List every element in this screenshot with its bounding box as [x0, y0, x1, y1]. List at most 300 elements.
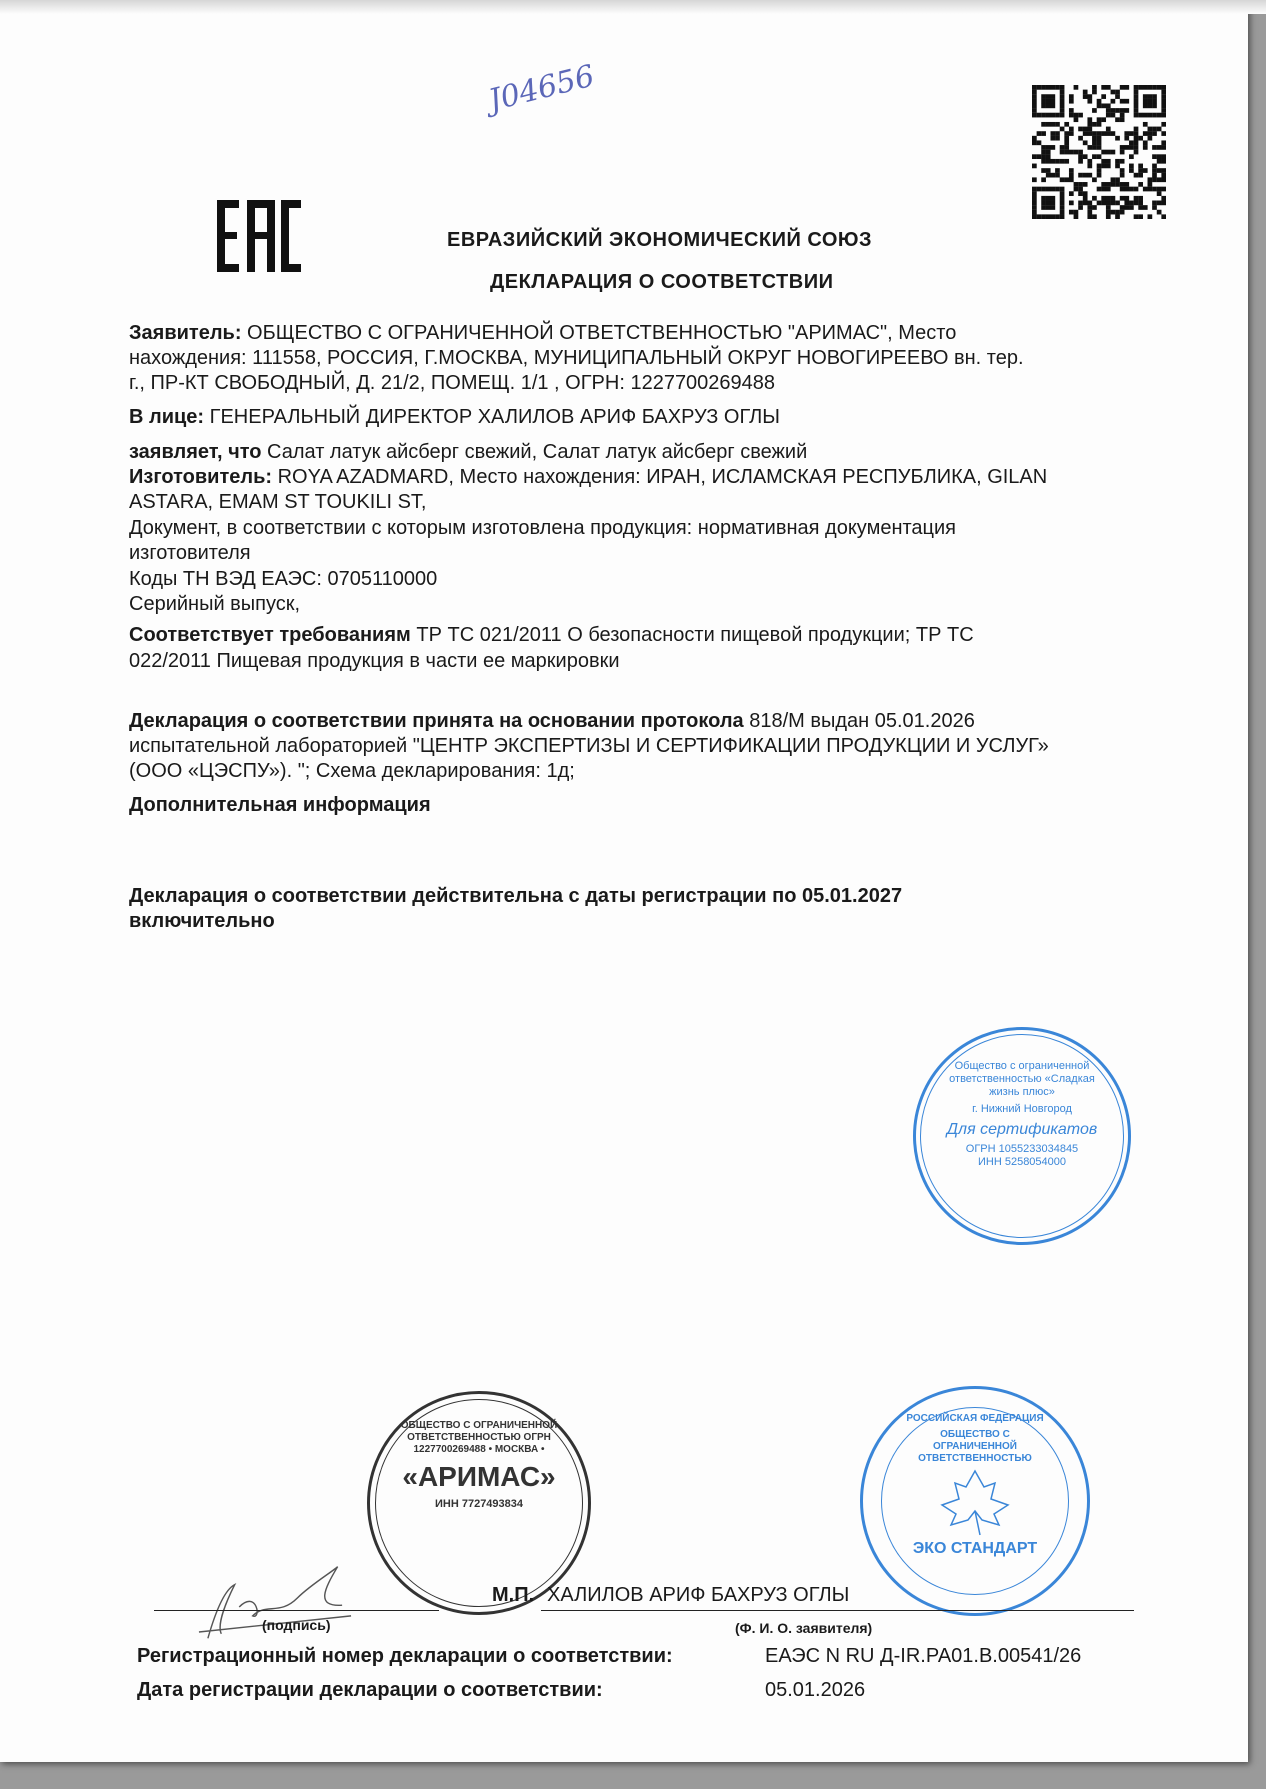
- qr-module: [1143, 187, 1148, 192]
- applicant-value: ОБЩЕСТВО С ОГРАНИЧЕННОЙ ОТВЕТСТВЕННОСТЬЮ "АРИМАС", Место: [241, 322, 957, 344]
- qr-module: [1120, 85, 1125, 90]
- product-name: Салат латук айсберг свежий, Салат латук айсберг свежий: [261, 441, 808, 463]
- qr-module: [1143, 103, 1148, 108]
- qr-module: [1101, 117, 1106, 122]
- qr-module: [1041, 214, 1046, 219]
- qr-module: [1152, 127, 1157, 132]
- qr-module: [1101, 196, 1106, 201]
- qr-module: [1064, 159, 1069, 164]
- qr-module: [1152, 201, 1157, 206]
- arimas-stamp: [367, 1391, 591, 1615]
- qr-module: [1069, 99, 1074, 104]
- qr-module: [1152, 177, 1157, 182]
- applicant-line-2: нахождения: 111558, РОССИЯ, Г.МОСКВА, МУНИЦИПАЛЬНЫЙ ОКРУГ НОВОГИРЕЕВО вн. тер.: [129, 347, 1024, 369]
- qr-module: [1157, 113, 1162, 118]
- manufacturer-line-2: ASTARA, EMAM ST TOUKILI ST,: [129, 491, 427, 513]
- qr-module: [1097, 168, 1102, 173]
- qr-module: [1120, 182, 1125, 187]
- qr-module: [1050, 205, 1055, 210]
- qr-module: [1032, 191, 1037, 196]
- qr-module: [1041, 187, 1046, 192]
- represented-value: ГЕНЕРАЛЬНЫЙ ДИРЕКТОР ХАЛИЛОВ АРИФ БАХРУЗ ОГЛЫ: [204, 406, 780, 428]
- signature-mark: [190, 1548, 360, 1648]
- qr-module: [1129, 187, 1134, 192]
- qr-module: [1134, 94, 1139, 99]
- qr-module: [1129, 140, 1134, 145]
- qr-module: [1138, 196, 1143, 201]
- qr-module: [1148, 136, 1153, 141]
- qr-module: [1161, 103, 1166, 108]
- qr-module: [1152, 131, 1157, 136]
- qr-module: [1087, 122, 1092, 127]
- requirements-line-2: 022/2011 Пищевая продукция в части ее маркировки: [129, 650, 620, 672]
- qr-module: [1046, 205, 1051, 210]
- qr-module: [1041, 113, 1046, 118]
- qr-module: [1115, 177, 1120, 182]
- handwritten-note: J04656: [485, 58, 598, 119]
- qr-module: [1046, 85, 1051, 90]
- qr-module: [1064, 136, 1069, 141]
- qr-module: [1143, 94, 1148, 99]
- qr-module: [1143, 140, 1148, 145]
- eco-outer-text: ОБЩЕСТВО С ОГРАНИЧЕННОЙ ОТВЕТСТВЕННОСТЬЮ: [918, 1429, 1032, 1464]
- name-caption: (Ф. И. О. заявителя): [735, 1620, 873, 1636]
- qr-module: [1138, 168, 1143, 173]
- qr-module: [1101, 187, 1106, 192]
- requirements-value: ТР ТС 021/2011 О безопасности пищевой продукции; ТР ТС: [410, 624, 974, 646]
- qr-module: [1152, 154, 1157, 159]
- qr-module: [1050, 131, 1055, 136]
- qr-module: [1106, 131, 1111, 136]
- qr-module: [1087, 201, 1092, 206]
- qr-module: [1032, 99, 1037, 104]
- qr-module: [1092, 177, 1097, 182]
- basis-line-2: испытательной лабораторией "ЦЕНТР ЭКСПЕРТИЗЫ И СЕРТИФИКАЦИИ ПРОДУКЦИИ И УСЛУГ»: [129, 735, 1049, 757]
- qr-module: [1060, 99, 1065, 104]
- qr-module: [1106, 159, 1111, 164]
- qr-module: [1060, 196, 1065, 201]
- qr-module: [1050, 122, 1055, 127]
- qr-module: [1069, 108, 1074, 113]
- registration-number-value: ЕАЭС N RU Д-IR.РА01.В.00541/26: [765, 1645, 1082, 1667]
- qr-module: [1106, 205, 1111, 210]
- qr-module: [1115, 159, 1120, 164]
- qr-module: [1124, 205, 1129, 210]
- qr-module: [1111, 90, 1116, 95]
- qr-module: [1074, 214, 1079, 219]
- stamp-center-text: Для сертификатов: [946, 1120, 1098, 1138]
- qr-module: [1078, 191, 1083, 196]
- qr-module: [1152, 113, 1157, 118]
- qr-module: [1134, 145, 1139, 150]
- qr-module: [1161, 154, 1166, 159]
- qr-module: [1138, 201, 1143, 206]
- qr-module: [1064, 150, 1069, 155]
- qr-module: [1092, 205, 1097, 210]
- eac-logo: [217, 200, 301, 272]
- qr-module: [1138, 164, 1143, 169]
- scan-shade: [0, 0, 1266, 14]
- qr-code[interactable]: [1032, 85, 1166, 219]
- qr-module: [1143, 168, 1148, 173]
- qr-module: [1046, 196, 1051, 201]
- qr-module: [1032, 196, 1037, 201]
- qr-module: [1134, 173, 1139, 178]
- qr-module: [1041, 94, 1046, 99]
- arimas-outer-text: ОБЩЕСТВО С ОГРАНИЧЕННОЙ ОТВЕТСТВЕННОСТЬЮ ОГРН 1227700269488 • МОСКВА •: [400, 1420, 558, 1455]
- qr-module: [1161, 187, 1166, 192]
- qr-module: [1152, 145, 1157, 150]
- qr-module: [1060, 150, 1065, 155]
- qr-module: [1092, 122, 1097, 127]
- qr-module: [1101, 164, 1106, 169]
- qr-module: [1134, 108, 1139, 113]
- qr-module: [1138, 182, 1143, 187]
- qr-module: [1041, 99, 1046, 104]
- qr-module: [1161, 173, 1166, 178]
- requirements-label: Соответствует требованиям: [129, 624, 411, 646]
- qr-module: [1115, 164, 1120, 169]
- qr-module: [1143, 131, 1148, 136]
- qr-module: [1055, 187, 1060, 192]
- qr-module: [1064, 122, 1069, 127]
- qr-module: [1046, 154, 1051, 159]
- manufacturer-line-1: [129, 466, 1047, 489]
- qr-module: [1148, 99, 1153, 104]
- qr-module: [1087, 94, 1092, 99]
- qr-module: [1055, 159, 1060, 164]
- signature-line: [154, 1610, 439, 1611]
- qr-module: [1083, 196, 1088, 201]
- qr-module: [1046, 145, 1051, 150]
- qr-module: [1129, 145, 1134, 150]
- qr-module: [1083, 182, 1088, 187]
- qr-module: [1050, 187, 1055, 192]
- qr-module: [1083, 94, 1088, 99]
- qr-module: [1134, 127, 1139, 132]
- qr-module: [1157, 154, 1162, 159]
- qr-module: [1111, 210, 1116, 215]
- qr-module: [1032, 164, 1037, 169]
- qr-module: [1060, 90, 1065, 95]
- registration-number-label: Регистрационный номер декларации о соответствии:: [137, 1645, 673, 1667]
- qr-module: [1060, 108, 1065, 113]
- qr-module: [1069, 94, 1074, 99]
- qr-module: [1120, 173, 1125, 178]
- signature-caption: (подпись): [262, 1617, 331, 1633]
- document-line-2: изготовителя: [129, 542, 251, 564]
- qr-module: [1148, 177, 1153, 182]
- qr-module: [1069, 191, 1074, 196]
- qr-module: [1041, 85, 1046, 90]
- additional-info-heading: Дополнительная информация: [129, 794, 431, 816]
- qr-module: [1041, 131, 1046, 136]
- qr-module: [1115, 182, 1120, 187]
- qr-module: [1148, 127, 1153, 132]
- qr-module: [1087, 214, 1092, 219]
- qr-module: [1152, 168, 1157, 173]
- qr-module: [1161, 131, 1166, 136]
- qr-module: [1032, 113, 1037, 118]
- qr-module: [1069, 173, 1074, 178]
- qr-module: [1087, 131, 1092, 136]
- declares-line: [129, 441, 807, 464]
- qr-module: [1148, 131, 1153, 136]
- qr-module: [1032, 210, 1037, 215]
- qr-module: [1124, 131, 1129, 136]
- qr-module: [1078, 173, 1083, 178]
- represented-by: [129, 406, 780, 429]
- qr-module: [1138, 113, 1143, 118]
- qr-module: [1106, 127, 1111, 132]
- qr-module: [1115, 108, 1120, 113]
- qr-module: [1157, 127, 1162, 132]
- qr-module: [1092, 108, 1097, 113]
- qr-module: [1037, 140, 1042, 145]
- qr-module: [1111, 108, 1116, 113]
- qr-module: [1124, 85, 1129, 90]
- qr-module: [1046, 94, 1051, 99]
- qr-module: [1074, 113, 1079, 118]
- qr-module: [1041, 168, 1046, 173]
- qr-module: [1124, 145, 1129, 150]
- qr-module: [1050, 145, 1055, 150]
- qr-module: [1120, 113, 1125, 118]
- qr-module: [1111, 196, 1116, 201]
- qr-module: [1037, 113, 1042, 118]
- qr-module: [1078, 159, 1083, 164]
- arimas-center-text: «АРИМАС»: [402, 1461, 556, 1492]
- qr-module: [1143, 99, 1148, 104]
- qr-module: [1046, 168, 1051, 173]
- qr-module: [1060, 177, 1065, 182]
- qr-module: [1097, 131, 1102, 136]
- qr-module: [1101, 159, 1106, 164]
- qr-module: [1092, 145, 1097, 150]
- qr-module: [1032, 94, 1037, 99]
- qr-module: [1041, 145, 1046, 150]
- applicant-line-3: г., ПР-КТ СВОБОДНЫЙ, Д. 21/2, ПОМЕЩ. 1/1 , ОГРН: 1227700269488: [129, 372, 776, 394]
- qr-module: [1078, 136, 1083, 141]
- qr-module: [1134, 150, 1139, 155]
- qr-module: [1101, 85, 1106, 90]
- applicant-label: Заявитель:: [129, 322, 242, 344]
- qr-module: [1097, 99, 1102, 104]
- qr-module: [1097, 140, 1102, 145]
- qr-module: [1106, 150, 1111, 155]
- qr-module: [1064, 140, 1069, 145]
- qr-module: [1120, 196, 1125, 201]
- qr-module: [1060, 191, 1065, 196]
- qr-module: [1060, 159, 1065, 164]
- qr-module: [1046, 187, 1051, 192]
- qr-module: [1032, 205, 1037, 210]
- qr-module: [1078, 127, 1083, 132]
- qr-module: [1050, 173, 1055, 178]
- eco-standard-stamp: [860, 1386, 1090, 1616]
- qr-module: [1106, 201, 1111, 206]
- qr-module: [1050, 85, 1055, 90]
- qr-module: [1060, 85, 1065, 90]
- qr-module: [1124, 196, 1129, 201]
- qr-module: [1087, 164, 1092, 169]
- qr-module: [1157, 210, 1162, 215]
- seal-mark: М.П.: [492, 1584, 535, 1606]
- qr-module: [1161, 159, 1166, 164]
- qr-module: [1138, 173, 1143, 178]
- qr-module: [1134, 103, 1139, 108]
- qr-module: [1148, 214, 1153, 219]
- qr-module: [1111, 201, 1116, 206]
- qr-module: [1032, 103, 1037, 108]
- qr-module: [1041, 205, 1046, 210]
- qr-module: [1161, 177, 1166, 182]
- qr-module: [1097, 136, 1102, 141]
- qr-module: [1078, 150, 1083, 155]
- qr-module: [1041, 177, 1046, 182]
- qr-module: [1041, 154, 1046, 159]
- leaf-icon: [930, 1467, 1020, 1537]
- qr-module: [1078, 154, 1083, 159]
- qr-module: [1129, 154, 1134, 159]
- basis-value: 818/М выдан 05.01.2026: [743, 710, 975, 732]
- qr-module: [1106, 210, 1111, 215]
- certificate-stamp: [913, 1027, 1131, 1245]
- qr-module: [1152, 94, 1157, 99]
- qr-module: [1060, 103, 1065, 108]
- qr-module: [1083, 191, 1088, 196]
- qr-module: [1032, 140, 1037, 145]
- qr-module: [1124, 136, 1129, 141]
- qr-module: [1037, 85, 1042, 90]
- qr-module: [1037, 131, 1042, 136]
- qr-module: [1050, 136, 1055, 141]
- qr-module: [1097, 103, 1102, 108]
- qr-module: [1120, 187, 1125, 192]
- registration-date-label: Дата регистрации декларации о соответствии:: [137, 1679, 603, 1701]
- qr-module: [1161, 196, 1166, 201]
- qr-module: [1083, 201, 1088, 206]
- qr-module: [1069, 127, 1074, 132]
- qr-module: [1046, 173, 1051, 178]
- qr-module: [1074, 187, 1079, 192]
- qr-module: [1120, 168, 1125, 173]
- qr-module: [1055, 122, 1060, 127]
- qr-module: [1157, 191, 1162, 196]
- qr-module: [1115, 210, 1120, 215]
- qr-module: [1097, 173, 1102, 178]
- qr-module: [1069, 131, 1074, 136]
- qr-module: [1129, 164, 1134, 169]
- qr-module: [1106, 196, 1111, 201]
- qr-module: [1041, 150, 1046, 155]
- qr-module: [1157, 177, 1162, 182]
- qr-module: [1129, 168, 1134, 173]
- qr-module: [1032, 187, 1037, 192]
- qr-module: [1060, 201, 1065, 206]
- stamp-ogrn-text: ОГРН 1055233034845: [965, 1142, 1079, 1155]
- qr-module: [1101, 201, 1106, 206]
- qr-module: [1087, 205, 1092, 210]
- qr-module: [1143, 85, 1148, 90]
- qr-module: [1046, 214, 1051, 219]
- qr-module: [1055, 173, 1060, 178]
- applicant-name: ХАЛИЛОВ АРИФ БАХРУЗ ОГЛЫ: [547, 1584, 850, 1606]
- qr-module: [1092, 131, 1097, 136]
- name-line: [541, 1610, 1134, 1611]
- applicant-line-1: [129, 322, 956, 345]
- qr-module: [1064, 177, 1069, 182]
- qr-module: [1060, 187, 1065, 192]
- qr-module: [1078, 205, 1083, 210]
- qr-module: [1060, 113, 1065, 118]
- qr-module: [1152, 103, 1157, 108]
- qr-module: [1111, 182, 1116, 187]
- qr-module: [1097, 187, 1102, 192]
- qr-module: [1120, 205, 1125, 210]
- qr-module: [1157, 85, 1162, 90]
- basis-line-3: (ООО «ЦЭСПУ»). "; Схема декларирования: 1д;: [129, 760, 575, 782]
- qr-module: [1157, 145, 1162, 150]
- qr-module: [1060, 205, 1065, 210]
- qr-module: [1097, 201, 1102, 206]
- qr-module: [1055, 168, 1060, 173]
- qr-module: [1046, 159, 1051, 164]
- qr-module: [1124, 99, 1129, 104]
- qr-module: [1161, 122, 1166, 127]
- qr-module: [1046, 150, 1051, 155]
- qr-module: [1060, 214, 1065, 219]
- qr-module: [1092, 196, 1097, 201]
- qr-module: [1087, 173, 1092, 178]
- qr-module: [1152, 187, 1157, 192]
- qr-module: [1069, 168, 1074, 173]
- qr-module: [1041, 201, 1046, 206]
- qr-module: [1101, 131, 1106, 136]
- qr-module: [1074, 210, 1079, 215]
- qr-module: [1129, 201, 1134, 206]
- qr-module: [1148, 94, 1153, 99]
- qr-module: [1069, 210, 1074, 215]
- qr-module: [1143, 113, 1148, 118]
- qr-module: [1050, 214, 1055, 219]
- qr-module: [1152, 85, 1157, 90]
- qr-module: [1087, 145, 1092, 150]
- qr-module: [1074, 150, 1079, 155]
- qr-module: [1157, 187, 1162, 192]
- qr-module: [1074, 85, 1079, 90]
- qr-module: [1050, 94, 1055, 99]
- qr-module: [1083, 90, 1088, 95]
- qr-module: [1083, 154, 1088, 159]
- qr-module: [1087, 159, 1092, 164]
- qr-module: [1069, 113, 1074, 118]
- manufacturer-label: Изготовитель:: [129, 466, 273, 488]
- qr-module: [1106, 85, 1111, 90]
- qr-module: [1060, 94, 1065, 99]
- qr-module: [1115, 90, 1120, 95]
- declares-label: заявляет, что: [129, 441, 262, 463]
- qr-module: [1041, 103, 1046, 108]
- document-title: ДЕКЛАРАЦИЯ О СООТВЕТСТВИИ: [490, 271, 834, 293]
- qr-module: [1134, 136, 1139, 141]
- eco-center-text: ЭКО СТАНДАРТ: [912, 1540, 1038, 1557]
- qr-module: [1050, 159, 1055, 164]
- qr-module: [1083, 127, 1088, 132]
- codes-line: Коды ТН ВЭД ЕАЭС: 0705110000: [129, 568, 438, 590]
- qr-module: [1138, 85, 1143, 90]
- qr-module: [1134, 85, 1139, 90]
